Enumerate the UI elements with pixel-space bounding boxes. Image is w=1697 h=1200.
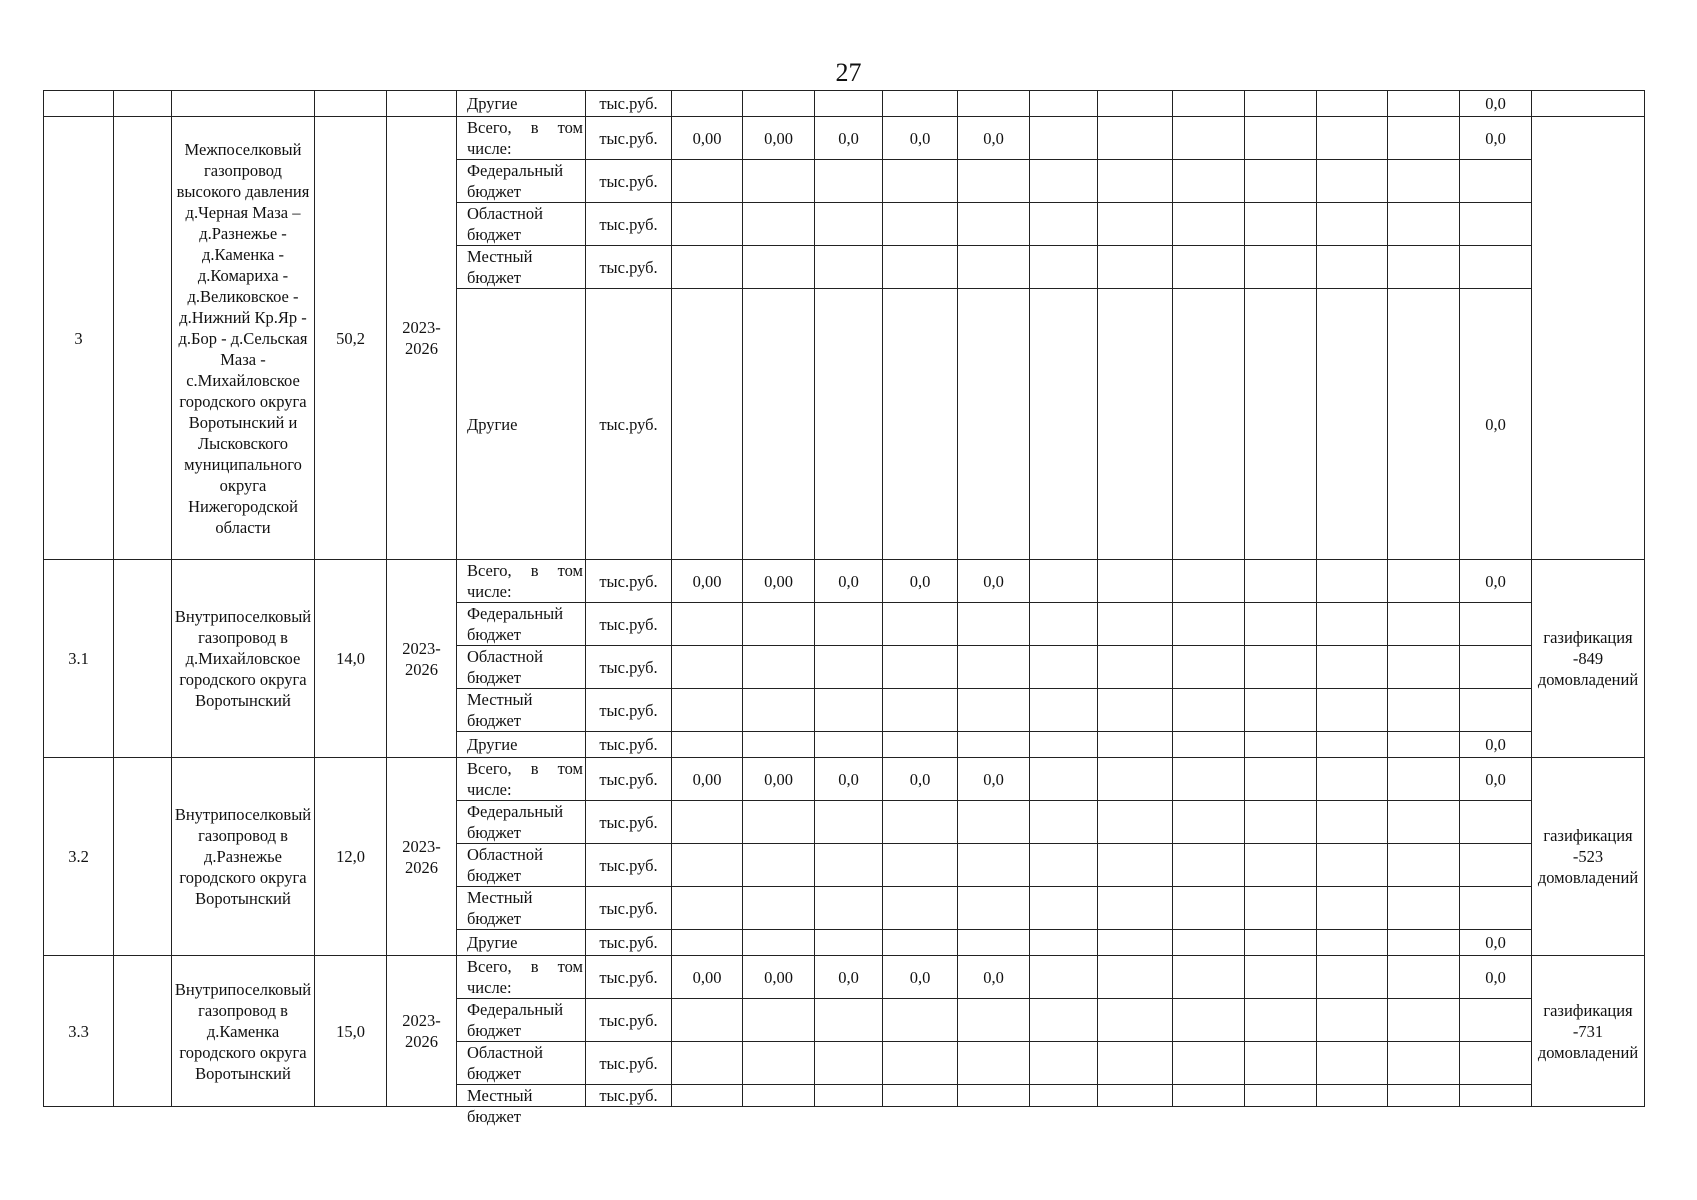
project-number: 3.2 bbox=[44, 758, 114, 956]
funding-source-label: Всего, в том числе: bbox=[457, 758, 586, 801]
total-value: 0,0 bbox=[1460, 956, 1532, 999]
year-value: 0,0 bbox=[958, 560, 1030, 603]
total-value: 0,0 bbox=[1460, 560, 1532, 603]
total-value: 0,0 bbox=[1460, 930, 1532, 956]
unit-label: тыс.руб. bbox=[586, 560, 672, 603]
funding-source-label: Другие bbox=[457, 930, 586, 956]
unit-label: тыс.руб. bbox=[586, 801, 672, 844]
project-length: 14,0 bbox=[315, 560, 387, 758]
funding-source-label: Всего, в том числе: bbox=[457, 560, 586, 603]
project-number: 3.1 bbox=[44, 560, 114, 758]
funding-source-label: Местный бюджет bbox=[457, 887, 586, 930]
unit-label: тыс.руб. bbox=[586, 844, 672, 887]
funding-source-label: Другие bbox=[457, 732, 586, 758]
total-value: 0,0 bbox=[1460, 117, 1532, 160]
unit-label: тыс.руб. bbox=[586, 91, 672, 117]
year-value: 0,00 bbox=[672, 758, 743, 801]
year-value: 0,00 bbox=[672, 117, 743, 160]
unit-label: тыс.руб. bbox=[586, 117, 672, 160]
unit-label: тыс.руб. bbox=[586, 1042, 672, 1085]
funding-source-label: Областной бюджет bbox=[457, 844, 586, 887]
unit-label: тыс.руб. bbox=[586, 956, 672, 999]
unit-label: тыс.руб. bbox=[586, 758, 672, 801]
page-number: 27 bbox=[835, 58, 862, 87]
project-period: 2023-2026 bbox=[387, 956, 457, 1107]
year-value: 0,0 bbox=[883, 560, 958, 603]
year-value: 0,00 bbox=[743, 560, 815, 603]
project-result bbox=[1532, 117, 1645, 560]
table-row bbox=[44, 758, 1645, 801]
project-name: Межпоселковый газопровод высокого давления д.Черная Маза – д.Разнежье - д.Каменка - д.Комариха - д.Великовское - д.Нижний Кр.Яр - д.Бор - д.Сельская Маза - с.Михайловское городского округа Воротынский и Лысковского муниципального округа Нижегородской области bbox=[172, 117, 315, 560]
unit-label: тыс.руб. bbox=[586, 999, 672, 1042]
year-value: 0,00 bbox=[743, 956, 815, 999]
project-period: 2023-2026 bbox=[387, 758, 457, 956]
project-number: 3.3 bbox=[44, 956, 114, 1107]
investment-program-table bbox=[43, 90, 1645, 1126]
funding-source-label: Областной бюджет bbox=[457, 646, 586, 689]
unit-label: тыс.руб. bbox=[586, 1085, 672, 1107]
unit-label: тыс.руб. bbox=[586, 246, 672, 289]
unit-label: тыс.руб. bbox=[586, 887, 672, 930]
year-value: 0,0 bbox=[883, 956, 958, 999]
year-value: 0,0 bbox=[958, 117, 1030, 160]
table-row bbox=[44, 956, 1645, 999]
project-length: 15,0 bbox=[315, 956, 387, 1107]
unit-label: тыс.руб. bbox=[586, 930, 672, 956]
funding-source-label: Другие bbox=[457, 91, 586, 117]
project-name: Внутрипоселковый газопровод в д.Михайловское городского округа Воротынский bbox=[172, 560, 315, 758]
total-value: 0,0 bbox=[1460, 289, 1532, 560]
year-value: 0,00 bbox=[743, 758, 815, 801]
project-period: 2023-2026 bbox=[387, 560, 457, 758]
project-length: 50,2 bbox=[315, 117, 387, 560]
funding-source-label: Федеральный бюджет bbox=[457, 999, 586, 1042]
funding-source-label: Всего, в том числе: bbox=[457, 956, 586, 999]
year-value: 0,0 bbox=[958, 758, 1030, 801]
year-value: 0,00 bbox=[672, 956, 743, 999]
funding-source-label: Другие bbox=[457, 289, 586, 560]
table-row bbox=[44, 560, 1645, 603]
project-result: газификация -523 домовладений bbox=[1532, 758, 1645, 956]
funding-source-label: Местный бюджет bbox=[457, 689, 586, 732]
project-result: газификация -731 домовладений bbox=[1532, 956, 1645, 1107]
funding-source-label: Федеральный бюджет bbox=[457, 603, 586, 646]
table-row bbox=[44, 117, 1645, 160]
unit-label: тыс.руб. bbox=[586, 689, 672, 732]
funding-source-label: Областной бюджет bbox=[457, 1042, 586, 1085]
project-number: 3 bbox=[44, 117, 114, 560]
total-value: 0,0 bbox=[1460, 758, 1532, 801]
unit-label: тыс.руб. bbox=[586, 289, 672, 560]
project-length: 12,0 bbox=[315, 758, 387, 956]
year-value: 0,0 bbox=[958, 956, 1030, 999]
funding-source-label: Федеральный бюджет bbox=[457, 160, 586, 203]
unit-label: тыс.руб. bbox=[586, 646, 672, 689]
year-value: 0,0 bbox=[815, 758, 883, 801]
project-period: 2023-2026 bbox=[387, 117, 457, 560]
year-value: 0,0 bbox=[883, 117, 958, 160]
funding-source-label: Федеральный бюджет bbox=[457, 801, 586, 844]
year-value: 0,00 bbox=[672, 560, 743, 603]
year-value: 0,0 bbox=[883, 758, 958, 801]
year-value: 0,0 bbox=[815, 117, 883, 160]
unit-label: тыс.руб. bbox=[586, 732, 672, 758]
total-value: 0,0 bbox=[1460, 732, 1532, 758]
total-value: 0,0 bbox=[1460, 91, 1532, 117]
funding-source-label: Местный бюджет bbox=[457, 246, 586, 289]
year-value: 0,0 bbox=[815, 560, 883, 603]
unit-label: тыс.руб. bbox=[586, 603, 672, 646]
year-value: 0,0 bbox=[815, 956, 883, 999]
project-name: Внутрипоселковый газопровод в д.Каменка городского округа Воротынский bbox=[172, 956, 315, 1107]
funding-source-cell bbox=[457, 1085, 586, 1126]
funding-source-label: Местный бюджет bbox=[467, 1086, 533, 1126]
project-result: газификация -849 домовладений bbox=[1532, 560, 1645, 758]
funding-source-label: Всего, в том числе: bbox=[457, 117, 586, 160]
funding-source-label: Областной бюджет bbox=[457, 203, 586, 246]
unit-label: тыс.руб. bbox=[586, 160, 672, 203]
year-value: 0,00 bbox=[743, 117, 815, 160]
table-row bbox=[44, 91, 1645, 117]
unit-label: тыс.руб. bbox=[586, 203, 672, 246]
project-name: Внутрипоселковый газопровод в д.Разнежье городского округа Воротынский bbox=[172, 758, 315, 956]
